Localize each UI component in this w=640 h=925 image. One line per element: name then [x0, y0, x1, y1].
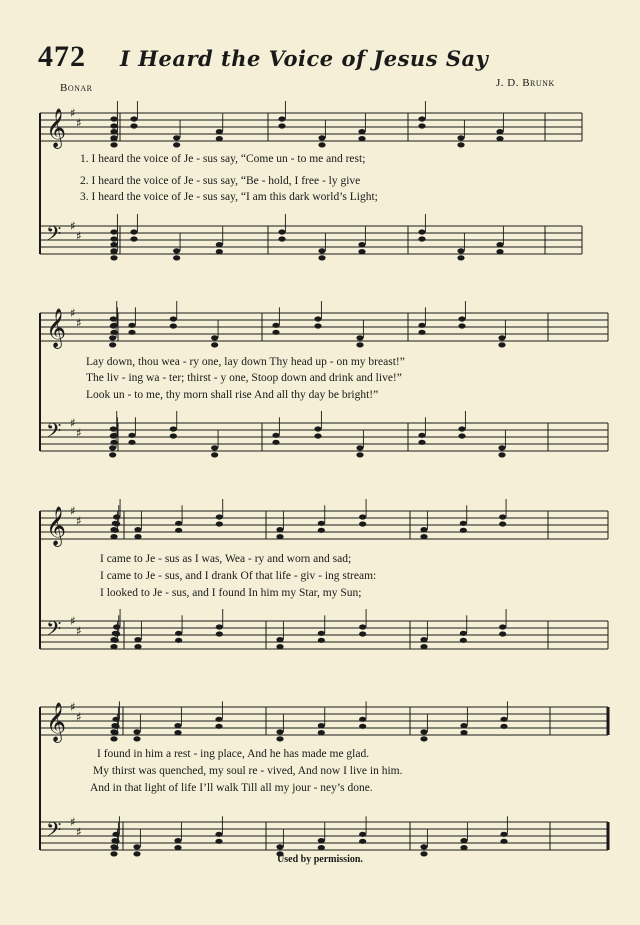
note-head — [110, 129, 117, 134]
note-head — [216, 514, 223, 519]
note-head — [359, 717, 366, 722]
note-head — [318, 723, 325, 728]
note-head — [460, 638, 467, 643]
treble-clef-icon: 𝄞 — [46, 108, 67, 148]
sharp-icon: ♯ — [76, 116, 82, 130]
note-head — [418, 123, 425, 128]
note-head — [359, 521, 366, 526]
note-head — [457, 135, 464, 140]
note-head — [110, 229, 117, 234]
note-head — [175, 638, 182, 643]
note-head — [278, 123, 285, 128]
note-head — [128, 433, 135, 438]
note-head — [134, 637, 141, 642]
note-head — [130, 116, 137, 121]
note-head — [110, 242, 117, 247]
note-head — [110, 644, 117, 649]
note-head — [174, 845, 181, 850]
note-head — [110, 534, 117, 539]
bass-clef-icon: 𝄢 — [46, 419, 62, 447]
note-head — [418, 440, 425, 445]
note-head — [110, 123, 117, 128]
note-head — [110, 736, 117, 741]
note-head — [216, 136, 223, 141]
note-head — [499, 624, 506, 629]
note-head — [272, 330, 279, 335]
note-head — [113, 624, 120, 629]
note-head — [276, 844, 283, 849]
sharp-icon: ♯ — [70, 504, 76, 518]
note-head — [498, 445, 505, 450]
note-head — [499, 631, 506, 636]
note-head — [112, 724, 119, 729]
note-head — [110, 249, 117, 254]
note-head — [420, 637, 427, 642]
note-head — [498, 335, 505, 340]
note-head — [314, 323, 321, 328]
note-head — [500, 839, 507, 844]
note-head — [356, 342, 363, 347]
sharp-icon: ♯ — [70, 416, 76, 430]
sharp-icon: ♯ — [76, 624, 82, 638]
sharp-icon: ♯ — [76, 825, 82, 839]
note-head — [359, 514, 366, 519]
note-head — [216, 624, 223, 629]
note-head — [215, 717, 222, 722]
note-head — [458, 433, 465, 438]
lyric-line: And in that light of life I’ll walk Till all my jour - ney’s done. — [90, 782, 373, 794]
note-head — [216, 521, 223, 526]
note-head — [110, 440, 117, 445]
lyric-line: 1. I heard the voice of Je - sus say, “Come un - to me and rest; — [80, 153, 366, 165]
note-head — [128, 330, 135, 335]
note-head — [318, 528, 325, 533]
note-head — [216, 249, 223, 254]
note-head — [318, 838, 325, 843]
note-head — [128, 440, 135, 445]
note-head — [130, 123, 137, 128]
lyric-line: Lay down, thou wea - ry one, lay down Thy head up - on my breast!” — [86, 356, 405, 368]
note-head — [460, 521, 467, 526]
note-head — [318, 248, 325, 253]
note-head — [170, 323, 177, 328]
note-head — [112, 717, 119, 722]
note-head — [175, 631, 182, 636]
note-head — [498, 452, 505, 457]
sharp-icon: ♯ — [70, 815, 76, 829]
hymn-title: I Heard the Voice of Jesus Say — [120, 46, 489, 71]
note-head — [356, 452, 363, 457]
lyric-line: Look un - to me, thy morn shall rise And all thy day be bright!” — [86, 389, 379, 401]
sharp-icon: ♯ — [76, 316, 82, 330]
note-head — [420, 534, 427, 539]
note-head — [110, 330, 117, 335]
note-head — [175, 521, 182, 526]
note-head — [272, 440, 279, 445]
sharp-icon: ♯ — [70, 614, 76, 628]
note-head — [211, 445, 218, 450]
note-head — [318, 845, 325, 850]
note-head — [110, 116, 117, 121]
note-head — [318, 255, 325, 260]
note-head — [211, 342, 218, 347]
note-head — [211, 452, 218, 457]
note-head — [460, 730, 467, 735]
note-head — [318, 730, 325, 735]
note-head — [215, 839, 222, 844]
note-head — [457, 255, 464, 260]
note-head — [418, 236, 425, 241]
lyric-line: I came to Je - sus as I was, Wea - ry and worn and sad; — [100, 553, 352, 565]
note-head — [130, 236, 137, 241]
sharp-icon: ♯ — [70, 219, 76, 233]
note-head — [216, 242, 223, 247]
note-head — [500, 832, 507, 837]
note-head — [110, 255, 117, 260]
note-head — [134, 644, 141, 649]
note-head — [128, 323, 135, 328]
note-head — [460, 838, 467, 843]
note-head — [110, 142, 117, 147]
note-head — [112, 638, 119, 643]
note-head — [133, 736, 140, 741]
note-head — [500, 724, 507, 729]
note-head — [133, 729, 140, 734]
note-head — [112, 528, 119, 533]
note-head — [216, 129, 223, 134]
note-head — [500, 717, 507, 722]
note-head — [272, 433, 279, 438]
note-head — [458, 323, 465, 328]
note-head — [111, 730, 118, 735]
music-credit: J. D. Brunk — [496, 77, 555, 89]
note-head — [358, 136, 365, 141]
note-head — [458, 426, 465, 431]
lyric-line: I looked to Je - sus, and I found In him my Star, my Sun; — [100, 587, 362, 599]
note-head — [498, 342, 505, 347]
note-head — [173, 248, 180, 253]
note-head — [134, 527, 141, 532]
bass-clef-icon: 𝄢 — [46, 617, 62, 645]
bass-clef-icon: 𝄢 — [46, 222, 62, 250]
note-head — [175, 528, 182, 533]
note-head — [170, 426, 177, 431]
note-head — [113, 631, 120, 636]
note-head — [112, 839, 119, 844]
sharp-icon: ♯ — [70, 106, 76, 120]
hymn-number: 472 — [38, 40, 86, 73]
note-head — [173, 142, 180, 147]
note-head — [278, 229, 285, 234]
note-head — [113, 514, 120, 519]
note-head — [460, 723, 467, 728]
sharp-icon: ♯ — [76, 710, 82, 724]
bass-clef-icon: 𝄢 — [46, 818, 62, 846]
note-head — [276, 729, 283, 734]
note-head — [496, 129, 503, 134]
sharp-icon: ♯ — [70, 700, 76, 714]
lyric-line: I came to Je - sus, and I drank Of that life - giv - ing stream: — [100, 570, 377, 582]
note-head — [460, 845, 467, 850]
sharp-icon: ♯ — [76, 514, 82, 528]
note-head — [111, 845, 118, 850]
note-head — [133, 844, 140, 849]
note-head — [418, 433, 425, 438]
note-head — [272, 323, 279, 328]
lyric-line: 2. I heard the voice of Je - sus say, “Be - hold, I free - ly give — [80, 175, 361, 187]
note-head — [314, 426, 321, 431]
lyric-line: 3. I heard the voice of Je - sus say, “I am this dark world’s Light; — [80, 191, 378, 203]
note-head — [318, 631, 325, 636]
note-head — [318, 142, 325, 147]
note-head — [216, 631, 223, 636]
note-head — [276, 736, 283, 741]
note-head — [278, 236, 285, 241]
sharp-icon: ♯ — [76, 229, 82, 243]
note-head — [359, 724, 366, 729]
treble-clef-icon: 𝄞 — [46, 506, 67, 546]
note-head — [359, 631, 366, 636]
note-head — [276, 534, 283, 539]
note-head — [418, 323, 425, 328]
treble-clef-icon: 𝄞 — [46, 702, 67, 742]
note-head — [420, 644, 427, 649]
note-head — [278, 116, 285, 121]
lyric-line: My thirst was quenched, my soul re - vived, And now I live in him. — [93, 765, 403, 777]
note-head — [318, 638, 325, 643]
note-head — [109, 452, 116, 457]
note-head — [173, 135, 180, 140]
note-head — [276, 527, 283, 532]
note-head — [418, 229, 425, 234]
note-head — [496, 242, 503, 247]
note-head — [174, 723, 181, 728]
note-head — [215, 724, 222, 729]
note-head — [358, 242, 365, 247]
note-head — [173, 255, 180, 260]
note-head — [113, 521, 120, 526]
note-head — [460, 631, 467, 636]
lyric-line: I found in him a rest - ing place, And he has made me glad. — [97, 748, 370, 760]
sharp-icon: ♯ — [70, 306, 76, 320]
note-head — [314, 316, 321, 321]
note-head — [356, 445, 363, 450]
note-head — [109, 342, 116, 347]
note-head — [359, 832, 366, 837]
note-head — [134, 534, 141, 539]
note-head — [418, 330, 425, 335]
note-head — [499, 521, 506, 526]
note-head — [276, 637, 283, 642]
note-head — [496, 249, 503, 254]
note-head — [170, 433, 177, 438]
note-head — [130, 229, 137, 234]
note-head — [110, 236, 117, 241]
note-head — [109, 335, 116, 340]
note-head — [418, 116, 425, 121]
note-head — [420, 527, 427, 532]
note-head — [460, 528, 467, 533]
note-head — [359, 839, 366, 844]
note-head — [420, 736, 427, 741]
note-head — [211, 335, 218, 340]
sharp-icon: ♯ — [76, 426, 82, 440]
note-head — [215, 832, 222, 837]
note-head — [174, 730, 181, 735]
note-head — [318, 135, 325, 140]
note-head — [112, 832, 119, 837]
words-credit: Bonar — [60, 82, 93, 94]
note-head — [496, 136, 503, 141]
note-head — [276, 644, 283, 649]
note-head — [314, 433, 321, 438]
note-head — [457, 142, 464, 147]
note-head — [109, 445, 116, 450]
note-head — [359, 624, 366, 629]
note-head — [174, 838, 181, 843]
note-head — [110, 136, 117, 141]
note-head — [458, 316, 465, 321]
note-head — [356, 335, 363, 340]
note-head — [358, 249, 365, 254]
treble-clef-icon: 𝄞 — [46, 308, 67, 348]
permission-note: Used by permission. — [277, 854, 363, 865]
note-head — [420, 844, 427, 849]
note-head — [420, 729, 427, 734]
note-head — [358, 129, 365, 134]
note-head — [457, 248, 464, 253]
note-head — [170, 316, 177, 321]
lyric-line: The liv - ing wa - ter; thirst - y one, Stoop down and drink and live!” — [86, 372, 402, 384]
note-head — [318, 521, 325, 526]
note-head — [499, 514, 506, 519]
